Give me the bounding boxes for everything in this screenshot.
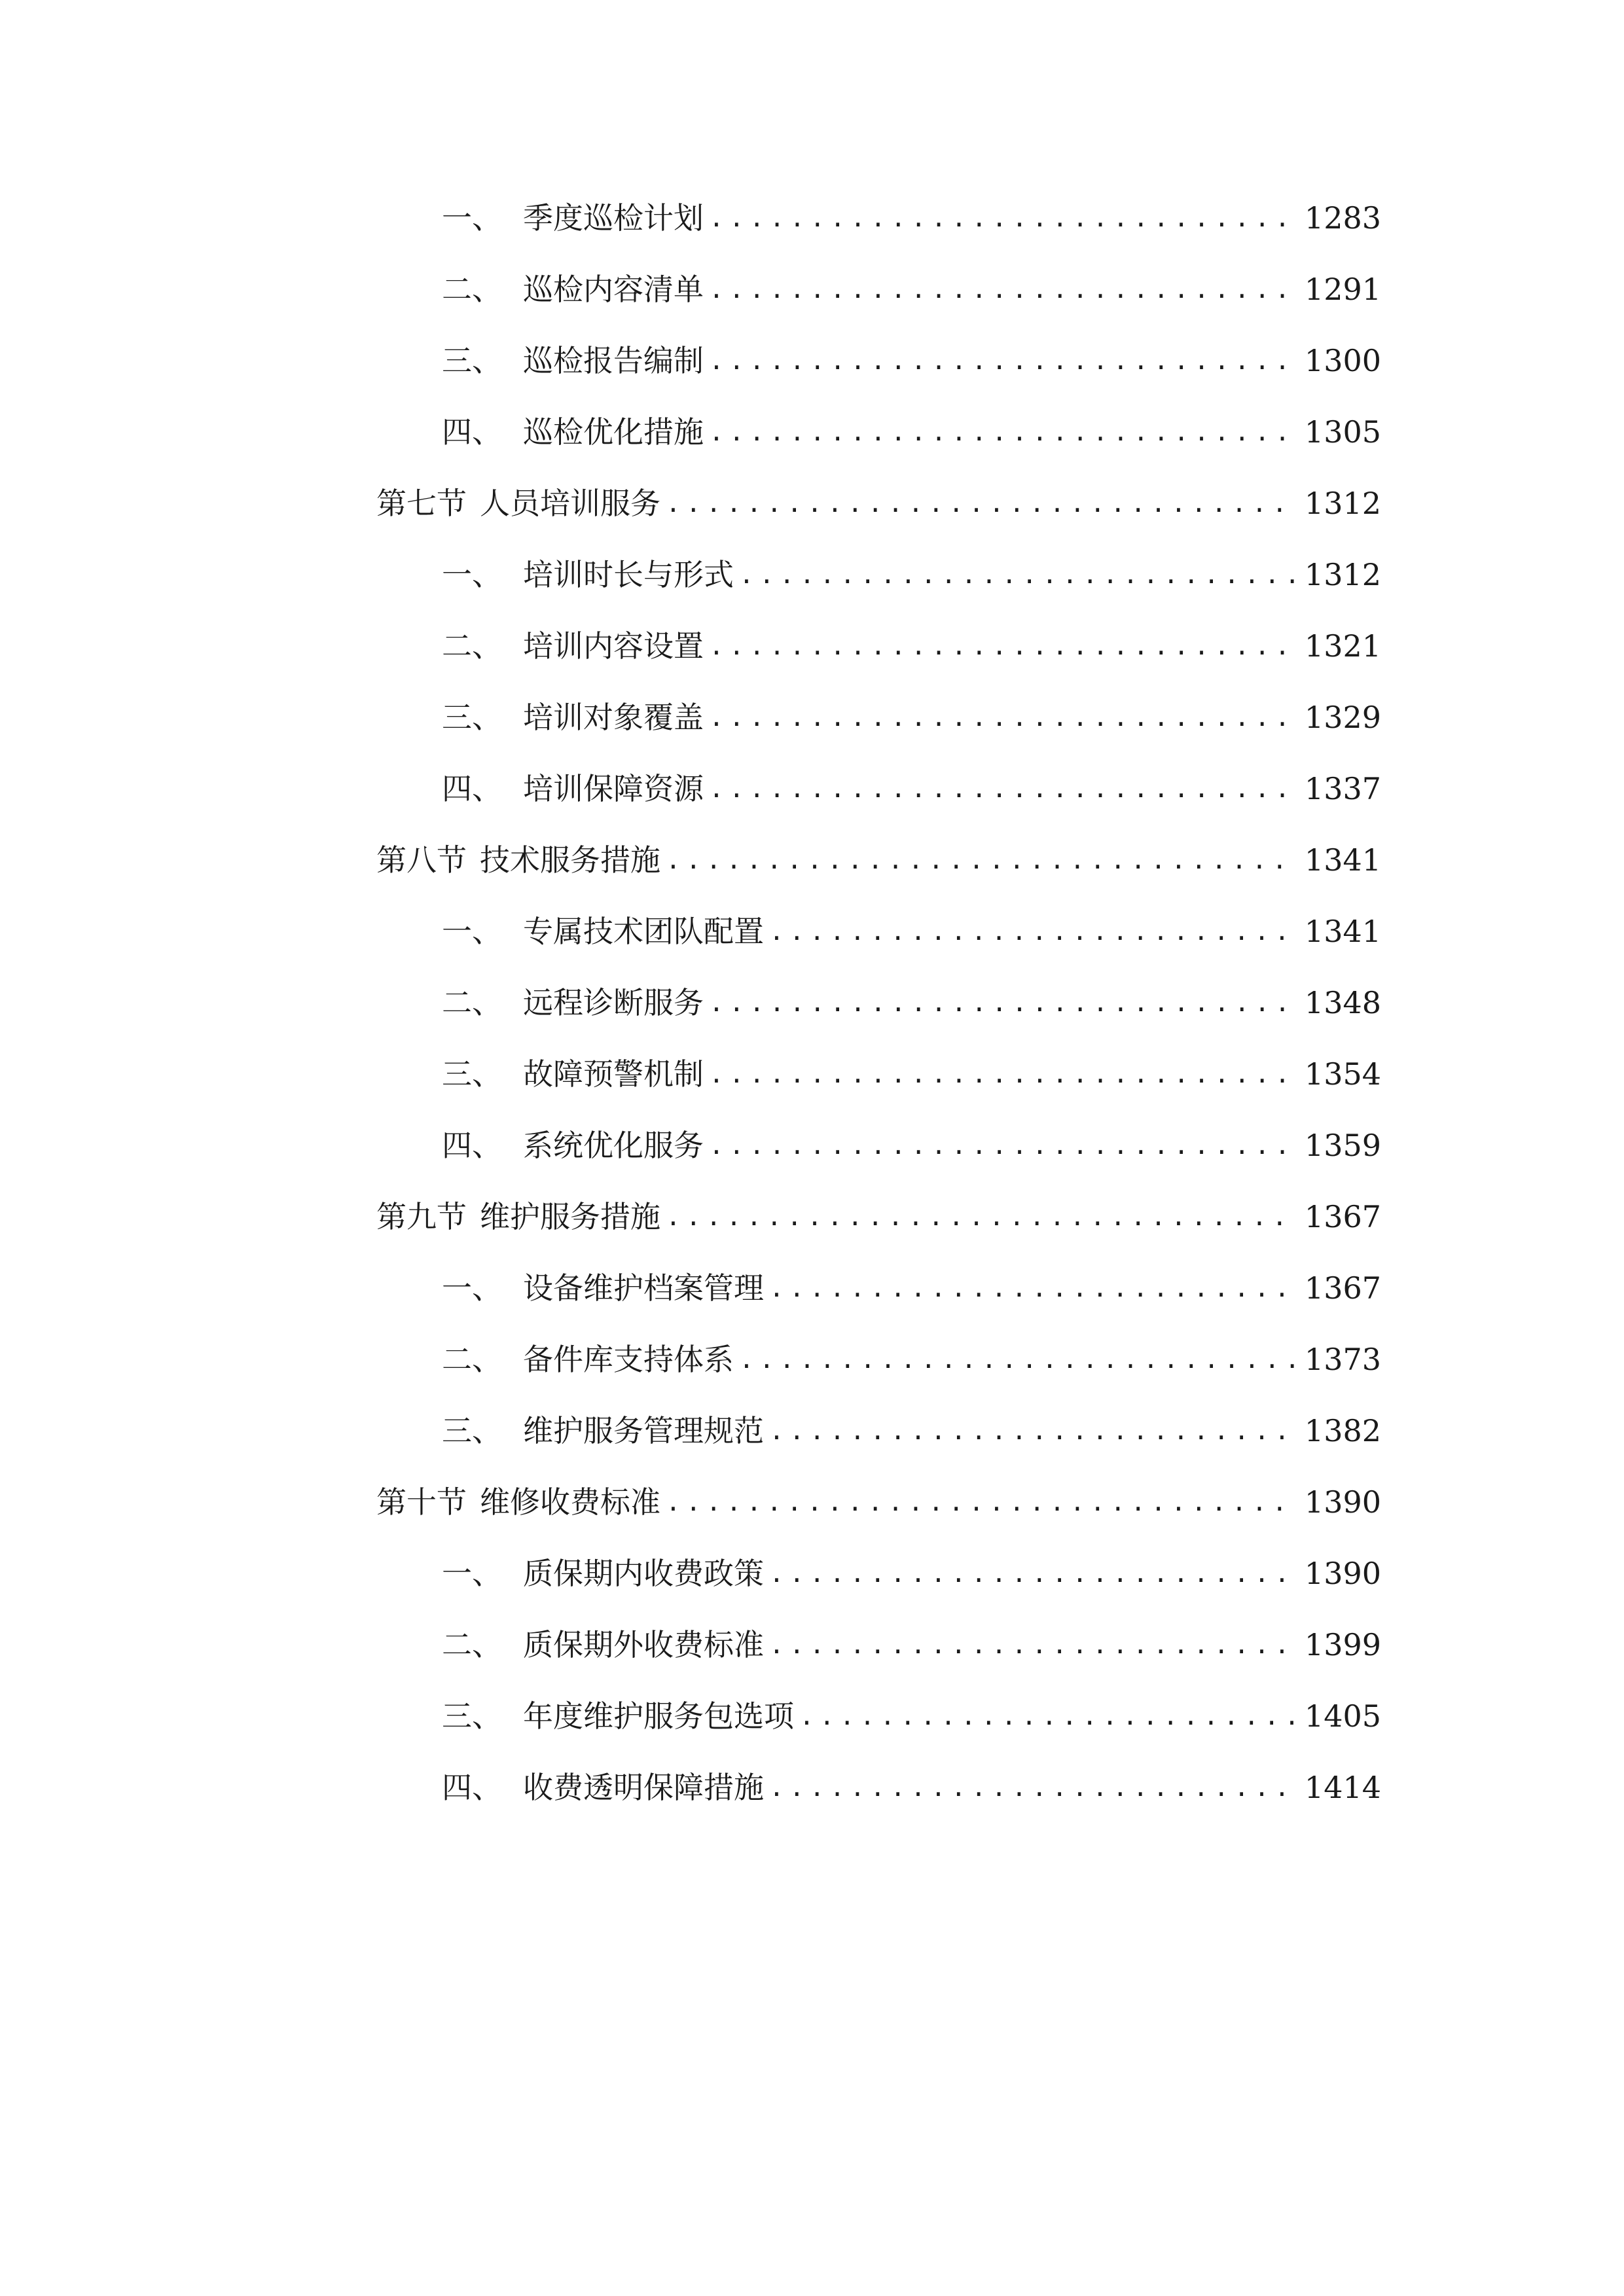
toc-dot-leader [666, 834, 1297, 886]
toc-entry-number: 一、 [442, 1556, 502, 1591]
toc-dot-leader [709, 762, 1297, 815]
toc-entry-title: 专属技术团队配置 [523, 914, 764, 949]
toc-entry[interactable] [376, 1690, 1381, 1742]
toc-dot-leader [799, 1690, 1297, 1742]
toc-section-number: 第八节 [376, 842, 467, 878]
toc-dot-leader [709, 192, 1297, 244]
toc-entry-number: 三、 [442, 1056, 502, 1092]
toc-dot-leader [666, 1476, 1297, 1528]
toc-entry-title: 培训时长与形式 [523, 557, 734, 592]
toc-entry-title: 远程诊断服务 [523, 985, 704, 1020]
toc-section-entry[interactable] [376, 834, 1381, 886]
toc-entry-number: 二、 [442, 985, 502, 1020]
toc-dot-leader [769, 1619, 1297, 1671]
toc-dot-leader [666, 1191, 1297, 1243]
toc-entry-number: 一、 [442, 557, 502, 592]
toc-entry-number: 三、 [442, 700, 502, 735]
toc-entry-number: 四、 [442, 1770, 502, 1805]
toc-entry-page: 1359 [1304, 1128, 1381, 1163]
toc-entry-title: 年度维护服务包选项 [523, 1698, 794, 1734]
toc-entry-page: 1373 [1304, 1342, 1381, 1377]
toc-entry[interactable] [376, 1333, 1381, 1386]
toc-entry-number: 四、 [442, 1128, 502, 1163]
toc-entry[interactable] [376, 1048, 1381, 1100]
toc-entry-title: 故障预警机制 [523, 1056, 704, 1092]
toc-entry-title: 维护服务管理规范 [523, 1413, 764, 1448]
toc-entry-number: 二、 [442, 1627, 502, 1662]
toc-entry-page: 1348 [1304, 985, 1381, 1020]
toc-section-title: 维护服务措施 [480, 1199, 660, 1234]
toc-section-number: 第十节 [376, 1484, 467, 1520]
toc-entry[interactable] [376, 192, 1381, 244]
toc-entry-page: 1291 [1304, 272, 1381, 307]
toc-entry-page: 1312 [1304, 486, 1381, 521]
toc-dot-leader [709, 263, 1297, 315]
toc-entry[interactable] [376, 1619, 1381, 1671]
toc-entry-page: 1414 [1304, 1770, 1381, 1805]
toc-dot-leader [709, 1048, 1297, 1100]
toc-section-entry[interactable] [376, 1476, 1381, 1528]
toc-entry-page: 1390 [1304, 1484, 1381, 1520]
toc-entry-page: 1354 [1304, 1056, 1381, 1092]
toc-dot-leader [709, 334, 1297, 387]
toc-entry-title: 系统优化服务 [523, 1128, 704, 1163]
toc-entry-number: 一、 [442, 914, 502, 949]
toc-entry[interactable] [376, 905, 1381, 958]
toc-entry-title: 备件库支持体系 [523, 1342, 734, 1377]
toc-entry[interactable] [376, 620, 1381, 672]
toc-dot-leader [666, 477, 1297, 529]
toc-entry-page: 1321 [1304, 628, 1381, 664]
toc-dot-leader [739, 1333, 1297, 1386]
toc-entry-page: 1405 [1304, 1698, 1381, 1734]
toc-dot-leader [769, 1547, 1297, 1600]
toc-entry-number: 二、 [442, 628, 502, 664]
toc-section-entry[interactable] [376, 1191, 1381, 1243]
toc-entry-title: 培训内容设置 [523, 628, 704, 664]
toc-entry[interactable] [376, 1405, 1381, 1457]
toc-entry-page: 1382 [1304, 1413, 1381, 1448]
toc-entry-page: 1341 [1304, 914, 1381, 949]
toc-entry[interactable] [376, 1119, 1381, 1172]
toc-entry[interactable] [376, 762, 1381, 815]
toc-dot-leader [709, 406, 1297, 458]
toc-entry-page: 1305 [1304, 414, 1381, 450]
toc-entry-title: 培训保障资源 [523, 771, 704, 806]
toc-entry-title: 巡检优化措施 [523, 414, 704, 450]
toc-entry-number: 二、 [442, 272, 502, 307]
toc-entry[interactable] [376, 977, 1381, 1029]
toc-entry-number: 三、 [442, 343, 502, 378]
toc-dot-leader [709, 691, 1297, 744]
toc-dot-leader [769, 905, 1297, 958]
toc-dot-leader [769, 1262, 1297, 1314]
toc-entry-page: 1390 [1304, 1556, 1381, 1591]
toc-dot-leader [709, 620, 1297, 672]
toc-entry[interactable] [376, 263, 1381, 315]
toc-entry-title: 培训对象覆盖 [523, 700, 704, 735]
toc-dot-leader [709, 1119, 1297, 1172]
toc-entry[interactable] [376, 1547, 1381, 1600]
toc-entry-page: 1341 [1304, 842, 1381, 878]
toc-entry[interactable] [376, 334, 1381, 387]
toc-section-title: 维修收费标准 [480, 1484, 660, 1520]
toc-entry[interactable] [376, 691, 1381, 744]
toc-entry-page: 1399 [1304, 1627, 1381, 1662]
toc-entry-title: 设备维护档案管理 [523, 1270, 764, 1306]
toc-entry[interactable] [376, 406, 1381, 458]
toc-dot-leader [709, 977, 1297, 1029]
toc-entry-title: 季度巡检计划 [523, 200, 704, 236]
toc-entry-title: 质保期外收费标准 [523, 1627, 764, 1662]
toc-entry-title: 收费透明保障措施 [523, 1770, 764, 1805]
toc-section-number: 第七节 [376, 486, 467, 521]
toc-entry[interactable] [376, 1262, 1381, 1314]
toc-entry-number: 四、 [442, 771, 502, 806]
toc-section-number: 第九节 [376, 1199, 467, 1234]
toc-entry-page: 1367 [1304, 1270, 1381, 1306]
toc-entry-title: 质保期内收费政策 [523, 1556, 764, 1591]
toc-entry-page: 1337 [1304, 771, 1381, 806]
toc-section-title: 技术服务措施 [480, 842, 660, 878]
toc-entry-number: 二、 [442, 1342, 502, 1377]
toc-entry-page: 1367 [1304, 1199, 1381, 1234]
toc-entry-number: 一、 [442, 1270, 502, 1306]
toc-entry-title: 巡检报告编制 [523, 343, 704, 378]
toc-entry[interactable] [376, 548, 1381, 601]
toc-entry-title: 巡检内容清单 [523, 272, 704, 307]
toc-section-title: 人员培训服务 [480, 486, 660, 521]
toc-dot-leader [769, 1761, 1297, 1814]
toc-entry-number: 一、 [442, 200, 502, 236]
toc-entry-number: 三、 [442, 1698, 502, 1734]
toc-section-entry[interactable] [376, 477, 1381, 529]
toc-entry-page: 1312 [1304, 557, 1381, 592]
toc-entry-number: 四、 [442, 414, 502, 450]
toc-entry-page: 1300 [1304, 343, 1381, 378]
toc-entry-page: 1283 [1304, 200, 1381, 236]
toc-dot-leader [739, 548, 1297, 601]
toc-entry-page: 1329 [1304, 700, 1381, 735]
toc-entry[interactable] [376, 1761, 1381, 1814]
toc-dot-leader [769, 1405, 1297, 1457]
toc-entry-number: 三、 [442, 1413, 502, 1448]
